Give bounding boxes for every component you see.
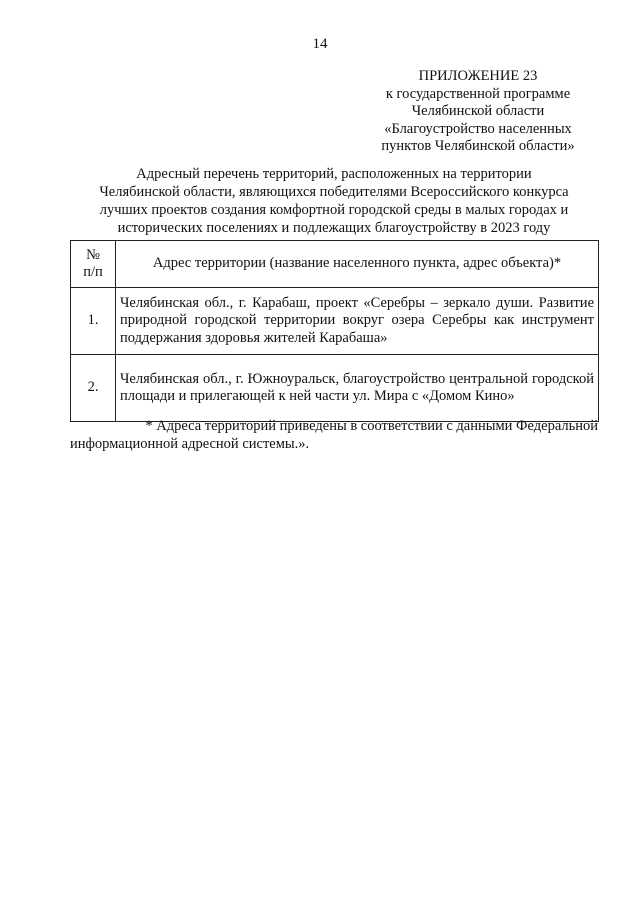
- column-header-number-abbr: п/п: [83, 264, 103, 280]
- column-header-address: Адрес территории (название населенного пункта, адрес объекта)*: [116, 241, 599, 288]
- appendix-line: «Благоустройство населенных: [384, 120, 572, 137]
- appendix-title: ПРИЛОЖЕНИЕ 23: [418, 68, 538, 84]
- table-row: [71, 288, 599, 355]
- heading-line: Адресный перечень территорий, расположенных на территории: [136, 166, 532, 182]
- appendix-line: Челябинской области: [411, 103, 545, 119]
- row-address: Челябинская обл., г. Карабаш, проект «Серебры – зеркало души. Развитие природной городской территории вокруг озера Серебры как инструмент поддержания здоровья жителей Карабаша»: [116, 288, 599, 355]
- heading-line: лучших проектов создания комфортной городской среды в малых городах и: [99, 202, 569, 218]
- table-row: [71, 355, 599, 422]
- footnote-line: информационной адресной системы.».: [70, 436, 310, 452]
- address-table: [70, 240, 599, 422]
- document-heading: [70, 165, 598, 237]
- row-address: Челябинская обл., г. Южноуральск, благоустройство центральной городской площади и прилегающей к ней части ул. Мира с «Домом Кино»: [116, 355, 599, 422]
- page-number: 14: [312, 36, 328, 52]
- table-header-row: [71, 241, 599, 288]
- row-number: 2.: [71, 355, 116, 422]
- heading-line: исторических поселениях и подлежащих благоустройству в 2023 году: [117, 220, 551, 236]
- footnote: [70, 417, 598, 453]
- appendix-line: к государственной программе: [385, 85, 571, 102]
- heading-line: Челябинской области, являющихся победителями Всероссийского конкурса: [99, 184, 569, 200]
- column-header-number-symbol: №: [86, 247, 100, 263]
- appendix-line: пунктов Челябинской области»: [381, 138, 575, 154]
- row-number: 1.: [71, 288, 116, 355]
- appendix-header: [362, 68, 594, 156]
- footnote-line: * Адреса территорий приведены в соответствии с данными Федеральной: [145, 418, 598, 434]
- column-header-number: [71, 241, 116, 288]
